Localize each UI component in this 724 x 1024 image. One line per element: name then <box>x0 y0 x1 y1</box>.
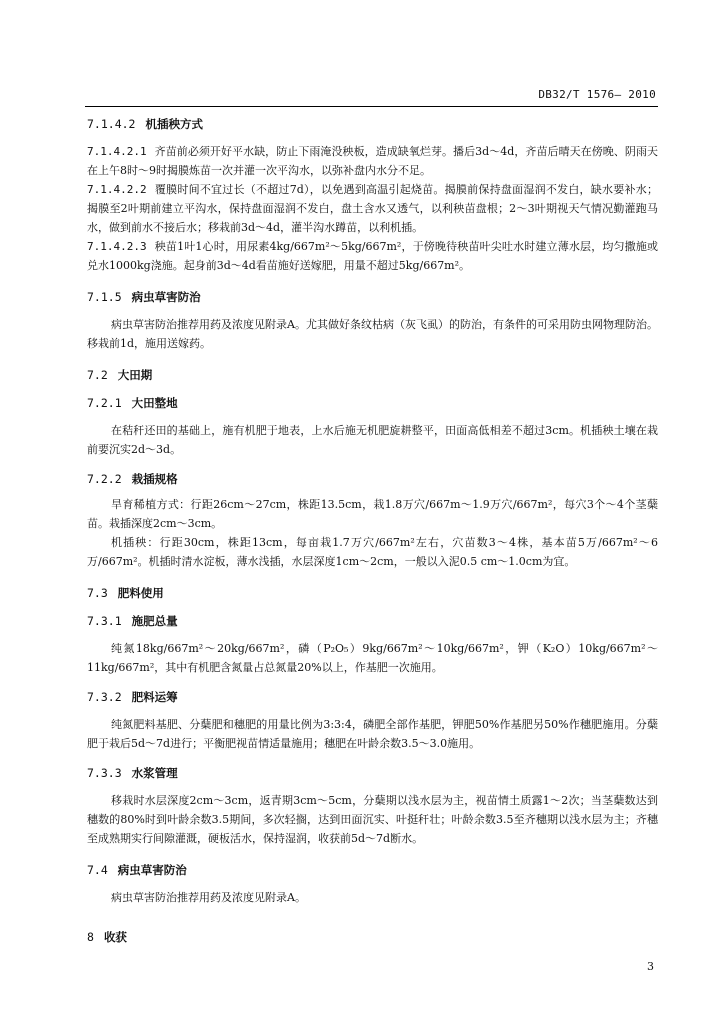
section-heading <box>87 613 658 629</box>
section-title: 肥料运筹 <box>131 690 178 704</box>
section-heading <box>87 929 658 945</box>
paragraph-text: 在秸秆还田的基础上，施有机肥于地表，上水后施无机肥旋耕整平，田面高低相差不超过3cm。机插秧土壤在栽前要沉实2d～3d。 <box>87 424 658 456</box>
paragraph-text: 机插秧：行距30cm，株距13cm，每亩栽1.7万穴/667m²左右，穴苗数3～4株，基本苗5万/667m²～6万/667m²。机插时清水淀板，薄水浅插，水层深度1cm～2cm，一般以入泥0.5 cm～1.0cm为宜。 <box>87 536 658 568</box>
body-paragraph <box>87 421 658 459</box>
body-paragraph <box>87 791 658 848</box>
section-number: 7.1.5 <box>87 290 122 304</box>
body-paragraph <box>87 315 658 353</box>
body-paragraph <box>87 180 658 237</box>
clause-number: 7.1.4.2.1 <box>87 145 147 158</box>
section-number: 7.3.3 <box>87 766 122 780</box>
section-number: 7.2 <box>87 368 108 382</box>
section-heading <box>87 765 658 781</box>
section-title: 收获 <box>103 930 127 944</box>
section-heading <box>87 471 658 487</box>
section-title: 肥料使用 <box>117 586 164 600</box>
section-title: 机插秧方式 <box>145 117 203 131</box>
body-paragraph <box>87 888 658 907</box>
section-heading <box>87 289 658 305</box>
paragraph-text: 覆膜时间不宜过长（不超过7d），以免遇到高温引起烧苗。揭膜前保持盘面湿润不发白，缺水要补水；揭膜至2叶期前建立平沟水，保持盘面湿润不发白，盘土含水又透气，以利秧苗盘根；2～3叶期视天气情况勤灌跑马水，做到前水不接后水；移栽前3d～4d，灌半沟水蹲苗，以利机插。 <box>87 183 658 234</box>
section-number: 7.3.1 <box>87 614 122 628</box>
section-title: 水浆管理 <box>131 766 178 780</box>
section-heading <box>87 116 658 132</box>
body-paragraph <box>87 533 658 571</box>
section-heading <box>87 367 658 383</box>
section-heading <box>87 585 658 601</box>
clause-number: 7.1.4.2.2 <box>87 183 147 196</box>
section-number: 7.1.4.2 <box>87 117 136 131</box>
body-paragraph <box>87 142 658 180</box>
section-title: 病虫草害防治 <box>131 290 201 304</box>
section-heading <box>87 395 658 411</box>
section-number: 7.3.2 <box>87 690 122 704</box>
body-paragraph <box>87 495 658 533</box>
paragraph-text: 纯氮18kg/667m²～20kg/667m²，磷（P₂O₅）9kg/667m²～10kg/667m²，钾（K₂O）10kg/667m²～11kg/667m²，其中有机肥含氮量占总氮量20%以上，作基肥一次施用。 <box>87 642 658 674</box>
section-title: 大田整地 <box>131 396 178 410</box>
paragraph-text: 秧苗1叶1心时，用尿素4kg/667m²～5kg/667m²，于傍晚待秧苗叶尖吐水时建立薄水层，均匀撒施或兑水1000kg浇施。起身前3d～4d看苗施好送嫁肥，用量不超过5kg/667m²。 <box>87 240 658 272</box>
section-title: 病虫草害防治 <box>117 863 187 877</box>
section-number: 7.3 <box>87 586 108 600</box>
section-heading <box>87 689 658 705</box>
paragraph-text: 旱育稀植方式：行距26cm～27cm，株距13.5cm，栽1.8万穴/667m～1.9万穴/667m²，每穴3个～4个茎蘖苗。栽插深度2cm～3cm。 <box>87 498 658 530</box>
section-number: 8 <box>87 930 94 944</box>
body-content <box>87 110 658 945</box>
body-paragraph <box>87 715 658 753</box>
section-heading <box>87 862 658 878</box>
body-paragraph <box>87 237 658 275</box>
section-title: 栽插规格 <box>131 472 178 486</box>
header-rule <box>85 106 658 107</box>
section-number: 7.4 <box>87 863 108 877</box>
paragraph-text: 齐苗前必须开好平水缺，防止下雨淹没秧板，造成缺氧烂芽。播后3d～4d，齐苗后晴天在傍晚、阴雨天在上午8时～9时揭膜炼苗一次并灌一次平沟水，以弥补盘内水分不足。 <box>87 145 658 177</box>
paragraph-text: 病虫草害防治推荐用药及浓度见附录A。 <box>111 891 306 904</box>
section-title: 大田期 <box>117 368 153 382</box>
clause-number: 7.1.4.2.3 <box>87 240 147 253</box>
body-paragraph <box>87 639 658 677</box>
section-title: 施肥总量 <box>131 614 178 628</box>
paragraph-text: 病虫草害防治推荐用药及浓度见附录A。尤其做好条纹枯病（灰飞虱）的防治，有条件的可采用防虫网物理防治。移栽前1d，施用送嫁药。 <box>87 318 658 350</box>
paragraph-text: 纯氮肥料基肥、分蘖肥和穗肥的用量比例为3:3:4，磷肥全部作基肥，钾肥50%作基肥另50%作穗肥施用。分蘖肥于栽后5d～7d进行；平衡肥视苗情适量施用；穗肥在叶龄余数3.5～3.0施用。 <box>87 718 658 750</box>
section-number: 7.2.2 <box>87 472 122 486</box>
section-number: 7.2.1 <box>87 396 122 410</box>
standard-code: DB32/T 1576— 2010 <box>538 88 656 101</box>
paragraph-text: 移栽时水层深度2cm～3cm，返青期3cm～5cm，分蘖期以浅水层为主，视苗情土质露1～2次；当茎蘖数达到穗数的80%时到叶龄余数3.5期间，多次轻搁，达到田面沉实、叶挺秆壮；叶龄余数3.5至齐穗期以浅水层为主；齐穗至成熟期实行间隙灌溉，硬板活水，保持湿润，收获前5d～7d断水。 <box>87 794 658 845</box>
page-number: 3 <box>647 960 654 973</box>
